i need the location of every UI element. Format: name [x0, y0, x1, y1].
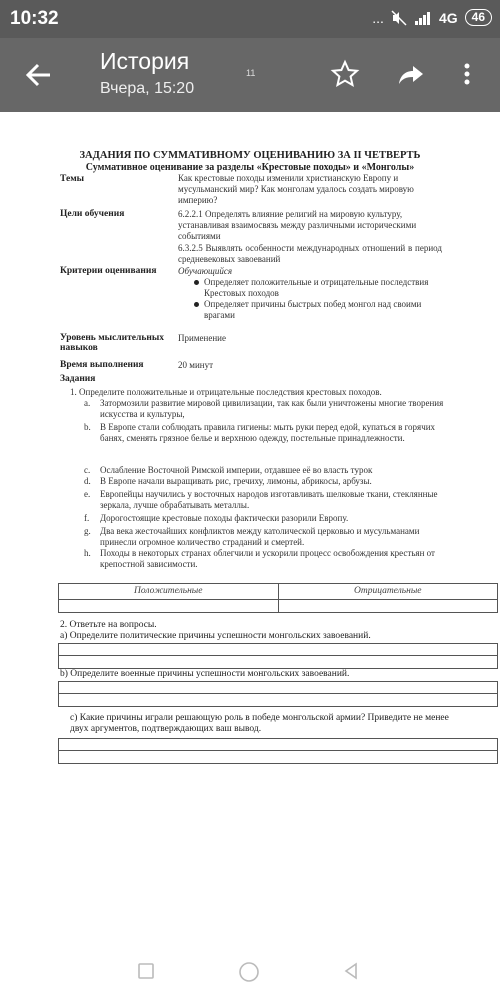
- list-item: c. Ослабление Восточной Римской империи, отдавшее её во власть турок: [84, 465, 373, 475]
- consequences-table: [58, 583, 498, 613]
- time-label: Время выполнения: [60, 360, 144, 370]
- skills-value: Применение: [178, 333, 226, 343]
- star-icon[interactable]: [330, 59, 360, 89]
- goal-2: 6.3.2.5 Выявлять особенности международных отношений в период средневековых завоеваний: [178, 243, 442, 264]
- themes-label: Темы: [60, 174, 85, 184]
- status-bar: [0, 0, 500, 38]
- list-item: e. Европейцы научились у восточных народов изготавливать шелковые ткани, стеклянные зеркала, лучше обрабатывать металлы.: [84, 489, 438, 510]
- back-arrow-icon[interactable]: [22, 58, 56, 92]
- list-item: g. Два века жесточайших конфликтов между католической церковью и мусульманами принесли огромное количество страданий и смертей.: [84, 526, 420, 547]
- list-item: h. Походы в некоторых странах облегчили и ускорили процесс освобождения крестьян от крепостной зависимости.: [84, 548, 435, 569]
- doc-subheading: Суммативное оценивание за разделы «Крестовые походы» и «Монголы»: [85, 162, 415, 173]
- criteria-block: [178, 266, 442, 321]
- page-number: 11: [246, 68, 256, 78]
- criteria-intro: Обучающийся: [178, 266, 233, 276]
- battery-badge: 46: [465, 9, 492, 26]
- list-item: a. Затормозили развитие мировой цивилизации, так как были уничтожены многие творения искусства и культуры,: [84, 398, 444, 419]
- status-time: 10:32: [10, 8, 59, 29]
- question-b: b) Определите военные причины успешности монгольских завоеваний.: [60, 669, 350, 679]
- criterion-2: Определяет причины быстрых побед монгол над своими врагами: [194, 299, 442, 321]
- mute-icon: [391, 10, 407, 26]
- recent-apps-icon[interactable]: [137, 962, 155, 980]
- negative-column-header: Отрицательные: [353, 586, 422, 596]
- negative-cell[interactable]: [279, 600, 498, 612]
- page-subtitle: Вчера, 15:20: [100, 80, 195, 97]
- answer-box-c[interactable]: [58, 738, 498, 764]
- criterion-1: Определяет положительные и отрицательные последствия Крестовых походов: [194, 277, 442, 299]
- criteria-label: Критерии оценивания: [60, 266, 157, 276]
- list-item: f. Дорогостоящие крестовые походы фактически разорили Европу.: [84, 513, 349, 523]
- task-2: 2. Ответьте на вопросы.: [60, 620, 157, 630]
- goals-label: Цели обучения: [60, 209, 125, 219]
- signal-icon: [414, 11, 432, 25]
- themes-text: Как крестовые походы изменили христианскую Европу и мусульманский мир? Как монголам удалось создать мировую империю?: [178, 173, 414, 205]
- task-1: 1. Определите положительные и отрицательные последствия крестовых походов.: [70, 387, 382, 397]
- tasks-label: Задания: [60, 374, 96, 384]
- time-value: 20 минут: [178, 360, 214, 370]
- document-page: [0, 112, 500, 940]
- status-icons: [372, 9, 492, 26]
- positive-cell[interactable]: [59, 600, 279, 612]
- share-icon[interactable]: [396, 59, 426, 89]
- more-vert-icon[interactable]: [460, 59, 474, 89]
- goal-1: 6.2.2.1 Определять влияние религий на мировую культуру, устанавливая взаимосвязь между различными историческими событиями: [178, 209, 417, 241]
- doc-heading: ЗАДАНИЯ ПО СУММАТИВНОМУ ОЦЕНИВАНИЮ ЗА II ЧЕТВЕРТЬ: [79, 150, 421, 161]
- app-bar: [0, 38, 500, 112]
- network-type: 4G: [438, 9, 458, 26]
- list-item: b. В Европе стали соблюдать правила гигиены: мыть руки перед едой, купаться в горячих банях, сменять грязное белье и верхнюю одежду, постельные принадлежности.: [84, 422, 436, 443]
- positive-column-header: Положительные: [59, 584, 279, 599]
- skills-label: Уровень мыслительных навыков: [60, 333, 164, 353]
- answer-box-a[interactable]: [58, 643, 498, 669]
- dots-indicator: ...: [372, 9, 384, 26]
- back-nav-icon[interactable]: [342, 962, 360, 980]
- list-item: d. В Европе начали выращивать рис, гречиху, лимоны, абрикосы, арбузы.: [84, 476, 372, 486]
- question-c: c) Какие причины играли решающую роль в победе монгольской армии? Приведите не менее двух аргументов, подтверждающих ваш вывод.: [70, 713, 449, 734]
- home-icon[interactable]: [237, 960, 261, 984]
- system-nav-bar: [0, 940, 500, 1000]
- question-a: a) Определите политические причины успешности монгольских завоеваний.: [60, 631, 371, 641]
- answer-box-b[interactable]: [58, 681, 498, 707]
- page-title: История: [100, 48, 190, 74]
